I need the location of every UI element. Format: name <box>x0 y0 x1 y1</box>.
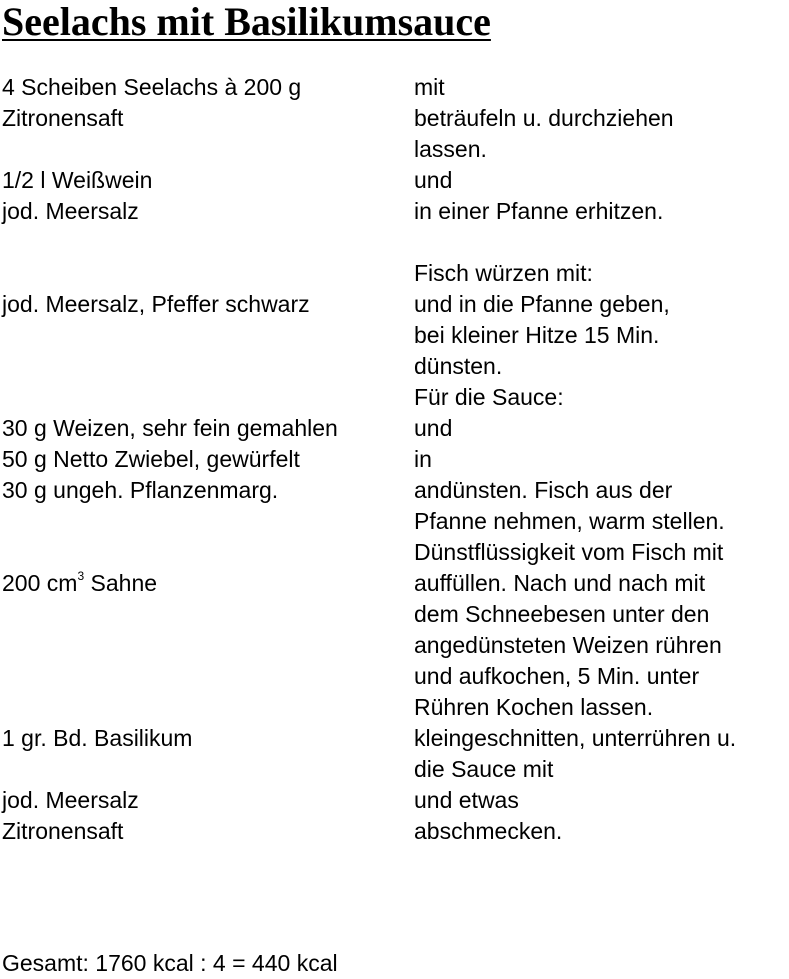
recipe-row <box>2 72 789 103</box>
recipe-row <box>2 258 789 289</box>
ingredient <box>2 320 414 351</box>
recipe-row <box>2 413 789 444</box>
ingredient <box>2 754 414 785</box>
instruction: Dünstflüssigkeit vom Fisch mit <box>414 539 724 565</box>
instruction: lassen. <box>414 136 487 162</box>
ingredient <box>2 599 414 630</box>
instruction: andünsten. Fisch aus der <box>414 477 673 503</box>
instruction: und etwas <box>414 787 519 813</box>
instruction: auffüllen. Nach und nach mit <box>414 570 706 596</box>
ingredient: 1 gr. Bd. Basilikum <box>2 725 193 751</box>
recipe-row <box>2 630 789 661</box>
ingredient <box>2 351 414 382</box>
ingredient: jod. Meersalz, Pfeffer schwarz <box>2 291 310 317</box>
recipe-row <box>2 444 789 475</box>
recipe-row <box>2 351 789 382</box>
recipe-row <box>2 382 789 413</box>
ingredient: 1/2 l Weißwein <box>2 167 153 193</box>
recipe-row <box>2 165 789 196</box>
recipe-row <box>2 599 789 630</box>
ingredient <box>2 661 414 692</box>
instruction: angedünsteten Weizen rühren <box>414 632 722 658</box>
instruction <box>414 227 789 258</box>
instruction: und <box>414 415 453 441</box>
ingredient <box>2 630 414 661</box>
instruction: Pfanne nehmen, warm stellen. <box>414 508 725 534</box>
ingredient-cream <box>2 568 414 599</box>
instruction: kleingeschnitten, unterrühren u. <box>414 725 737 751</box>
cream-name: Sahne <box>84 570 158 596</box>
recipe-row <box>2 475 789 506</box>
instruction: Rühren Kochen lassen. <box>414 694 654 720</box>
ingredient: 50 g Netto Zwiebel, gewürfelt <box>2 446 300 472</box>
ingredient: 30 g ungeh. Pflanzenmarg. <box>2 477 279 503</box>
recipe-row <box>2 692 789 723</box>
recipe-row <box>2 103 789 134</box>
recipe-row <box>2 661 789 692</box>
cream-unit-exponent: 3 <box>77 569 85 584</box>
instruction: und aufkochen, 5 Min. unter <box>414 663 700 689</box>
ingredient <box>2 506 414 537</box>
recipe-row <box>2 320 789 351</box>
recipe-row <box>2 723 789 754</box>
ingredient <box>2 382 414 413</box>
instruction: und <box>414 167 453 193</box>
recipe-row <box>2 537 789 568</box>
ingredient: jod. Meersalz <box>2 198 139 224</box>
ingredient: 30 g Weizen, sehr fein gemahlen <box>2 415 338 441</box>
cream-amount: 200 cm <box>2 570 78 596</box>
ingredient: Zitronensaft <box>2 105 124 131</box>
ingredient: jod. Meersalz <box>2 787 139 813</box>
recipe-row <box>2 506 789 537</box>
recipe-row <box>2 816 789 847</box>
recipe-row <box>2 754 789 785</box>
recipe-row-blank <box>2 227 789 258</box>
instruction: und in die Pfanne geben, <box>414 291 670 317</box>
ingredient: 4 Scheiben Seelachs à 200 g <box>2 74 302 100</box>
recipe-row <box>2 568 789 599</box>
ingredient <box>2 258 414 289</box>
recipe-row <box>2 196 789 227</box>
recipe-title: Seelachs mit Basilikumsauce <box>2 0 491 44</box>
instruction: mit <box>414 74 445 100</box>
instruction: in einer Pfanne erhitzen. <box>414 198 664 224</box>
instruction: bei kleiner Hitze 15 Min. <box>414 322 660 348</box>
calorie-total: Gesamt: 1760 kcal : 4 = 440 kcal <box>2 950 338 976</box>
ingredient <box>2 537 414 568</box>
ingredient <box>2 692 414 723</box>
instruction: Fisch würzen mit: <box>414 260 593 286</box>
instruction: in <box>414 446 432 472</box>
instruction: abschmecken. <box>414 818 563 844</box>
recipe-row <box>2 134 789 165</box>
instruction: dem Schneebesen unter den <box>414 601 710 627</box>
recipe-table <box>2 72 789 847</box>
ingredient <box>2 134 414 165</box>
recipe-row <box>2 785 789 816</box>
instruction: beträufeln u. durchziehen <box>414 105 674 131</box>
instruction: die Sauce mit <box>414 756 554 782</box>
recipe-row <box>2 289 789 320</box>
ingredient: Zitronensaft <box>2 818 124 844</box>
ingredient <box>2 227 414 258</box>
instruction: Für die Sauce: <box>414 384 564 410</box>
instruction: dünsten. <box>414 353 503 379</box>
